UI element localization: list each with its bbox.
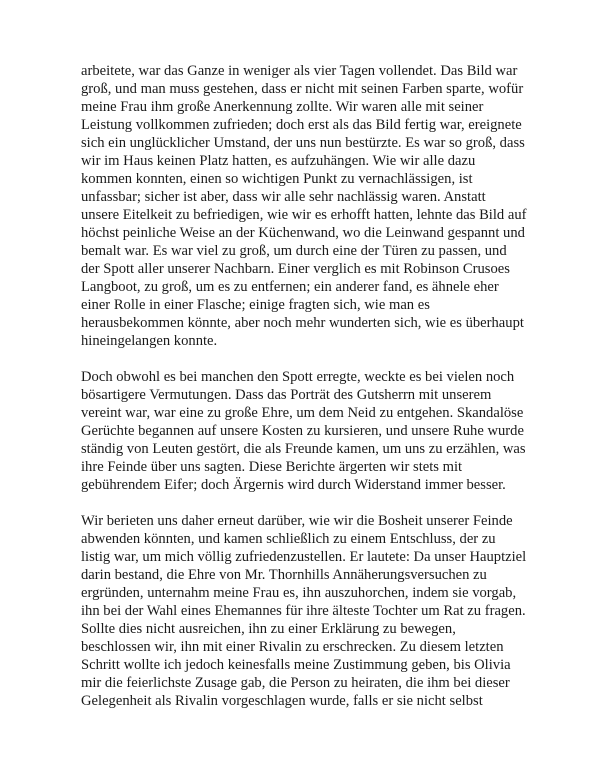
paragraph xyxy=(81,512,541,710)
text-line: arbeitete, war das Ganze in weniger als vier Tagen vollendet. Das Bild war xyxy=(81,63,518,79)
text-line: herausbekommen könnte, aber noch mehr wunderten sich, wie es überhaupt xyxy=(81,315,524,331)
text-line: Wir berieten uns daher erneut darüber, wie wir die Bosheit unserer Feinde xyxy=(81,513,513,529)
paragraph xyxy=(81,62,541,350)
text-line: abwenden könnten, und kamen schließlich zu einem Entschluss, der zu xyxy=(81,531,496,547)
paragraph xyxy=(81,368,541,494)
text-line: ständig von Leuten gestört, die als Freunde kamen, um uns zu erzählen, was xyxy=(81,441,526,457)
text-line: Langboot, zu groß, um es zu entfernen; ein anderer fand, es ähnele eher xyxy=(81,279,499,295)
text-line: mir die feierlichste Zusage gab, die Person zu heiraten, die ihm bei dieser xyxy=(81,675,510,691)
text-line: gebührendem Eifer; doch Ärgernis wird durch Widerstand immer besser. xyxy=(81,477,506,493)
text-line: einer Rolle in einer Flasche; einige fragten sich, wie man es xyxy=(81,297,430,313)
text-line: vereint war, war eine zu große Ehre, um dem Neid zu entgehen. Skandalöse xyxy=(81,405,524,421)
text-line: Doch obwohl es bei manchen den Spott erregte, weckte es bei vielen noch xyxy=(81,369,515,385)
text-line: unsere Eitelkeit zu befriedigen, wie wir es erhofft hatten, lehnte das Bild auf xyxy=(81,207,527,223)
text-line: groß, und man muss gestehen, dass er nicht mit seinen Farben sparte, wofür xyxy=(81,81,524,97)
text-line: meine Frau ihm große Anerkennung zollte. Wir waren alle mit seiner xyxy=(81,99,484,115)
text-line: bösartigere Vermutungen. Dass das Porträt des Gutsherrn mit unserem xyxy=(81,387,492,403)
text-line: ihn bei der Wahl eines Ehemannes für ihre älteste Tochter um Rat zu fragen. xyxy=(81,603,526,619)
text-line: bemalt war. Es war viel zu groß, um durch eine der Türen zu passen, und xyxy=(81,243,507,259)
text-line: ergründen, unternahm meine Frau es, ihn auszuhorchen, indem sie vorgab, xyxy=(81,585,517,601)
text-line: Gelegenheit als Rivalin vorgeschlagen wurde, falls er sie nicht selbst xyxy=(81,693,483,709)
text-line: Sollte dies nicht ausreichen, ihn zu einer Erklärung zu bewegen, xyxy=(81,621,456,637)
text-line: listig war, um mich völlig zufriedenzustellen. Er lautete: Da unser Hauptziel xyxy=(81,549,527,565)
text-line: kommen konnten, einen so wichtigen Punkt zu vernachlässigen, ist xyxy=(81,171,473,187)
text-line: Gerüchte begannen auf unsere Kosten zu kursieren, und unsere Ruhe wurde xyxy=(81,423,524,439)
text-line: Schritt wollte ich jedoch keinesfalls meine Zustimmung geben, bis Olivia xyxy=(81,657,511,673)
text-line: der Spott aller unserer Nachbarn. Einer verglich es mit Robinson Crusoes xyxy=(81,261,510,277)
text-line: sich ein unglücklicher Umstand, der uns nun bestürzte. Es war so groß, dass xyxy=(81,135,525,151)
text-line: unfassbar; sicher ist aber, dass wir alle sehr nachlässig waren. Anstatt xyxy=(81,189,486,205)
text-line: hineingelangen konnte. xyxy=(81,333,218,349)
text-line: höchst peinliche Weise an der Küchenwand, wo die Leinwand gespannt und xyxy=(81,225,525,241)
body-text xyxy=(81,62,541,728)
text-line: darin bestand, die Ehre von Mr. Thornhills Annäherungsversuchen zu xyxy=(81,567,487,583)
text-line: wir im Haus keinen Platz hatten, es aufzuhängen. Wie wir alle dazu xyxy=(81,153,476,169)
text-line: beschlossen wir, ihn mit einer Rivalin zu erschrecken. Zu diesem letzten xyxy=(81,639,504,655)
text-line: ihre Feinde über uns sagten. Diese Berichte ärgerten wir stets mit xyxy=(81,459,463,475)
text-line: Leistung vollkommen zufrieden; doch erst als das Bild fertig war, ereignete xyxy=(81,117,522,133)
